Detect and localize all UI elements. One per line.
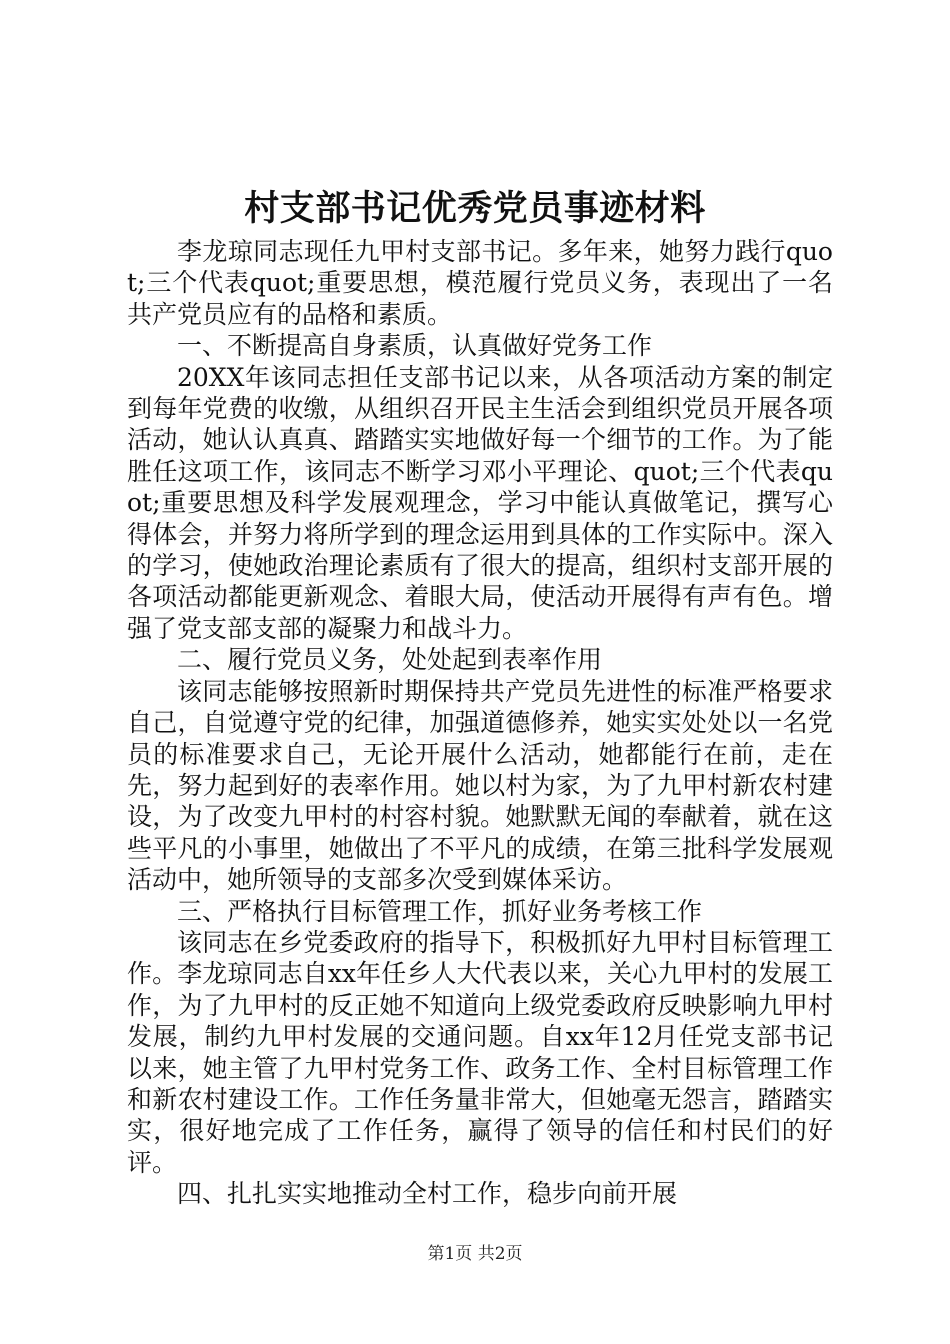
document-body <box>127 236 833 1210</box>
document-title: 村支部书记优秀党员事迹材料 <box>244 188 706 229</box>
page-footer: 第1页 共2页 <box>427 1244 523 1264</box>
section-2-paragraph: 该同志能够按照新时期保持共产党员先进性的标准严格要求自己，自觉遵守党的纪律，加强道德修养，她实实处处以一名党员的标准要求自己，无论开展什么活动，她都能行在前，走在先，努力起到好的表率作用。她以村为家，为了九甲村新农村建设，为了改变九甲村的村容村貌。她默默无闻的奉献着，就在这些平凡的小事里，她做出了不平凡的成绩，在第三批科学发展观活动中，她所领导的支部多次受到媒体采访。 <box>127 676 833 895</box>
section-heading-3: 三、严格执行目标管理工作，抓好业务考核工作 <box>177 896 703 926</box>
section-heading-2: 二、履行党员义务，处处起到表率作用 <box>177 645 603 675</box>
intro-paragraph: 李龙琼同志现任九甲村支部书记。多年来，她努力践行quot;三个代表quot;重要思想，模范履行党员义务，表现出了一名共产党员应有的品格和素质。 <box>127 237 833 329</box>
section-1-paragraph: 20XX年该同志担任支部书记以来，从各项活动方案的制定到每年党费的收缴，从组织召开民主生活会到组织党员开展各项活动，她认认真真、踏踏实实地做好每一个细节的工作。为了能胜任这项工作，该同志不断学习邓小平理论、quot;三个代表quot;重要思想及科学发展观理念，学习中能认真做笔记，撰写心得体会，并努力将所学到的理念运用到具体的工作实际中。深入的学习，使她政治理论素质有了很大的提高，组织村支部开展的各项活动都能更新观念、着眼大局，使活动开展得有声有色。增强了党支部支部的凝聚力和战斗力。 <box>127 362 833 643</box>
section-heading-1: 一、不断提高自身素质，认真做好党务工作 <box>177 331 653 361</box>
section-3-paragraph: 该同志在乡党委政府的指导下，积极抓好九甲村目标管理工作。李龙琼同志自xx年任乡人大代表以来，关心九甲村的发展工作，为了九甲村的反正她不知道向上级党委政府反映影响九甲村发展，制约九甲村发展的交通问题。自xx年12月任党支部书记以来，她主管了九甲村党务工作、政务工作、全村目标管理工作和新农村建设工作。工作任务量非常大，但她毫无怨言，踏踏实实，很好地完成了工作任务，赢得了领导的信任和村民们的好评。 <box>127 927 833 1177</box>
section-heading-4: 四、扎扎实实地推动全村工作，稳步向前开展 <box>177 1179 678 1209</box>
